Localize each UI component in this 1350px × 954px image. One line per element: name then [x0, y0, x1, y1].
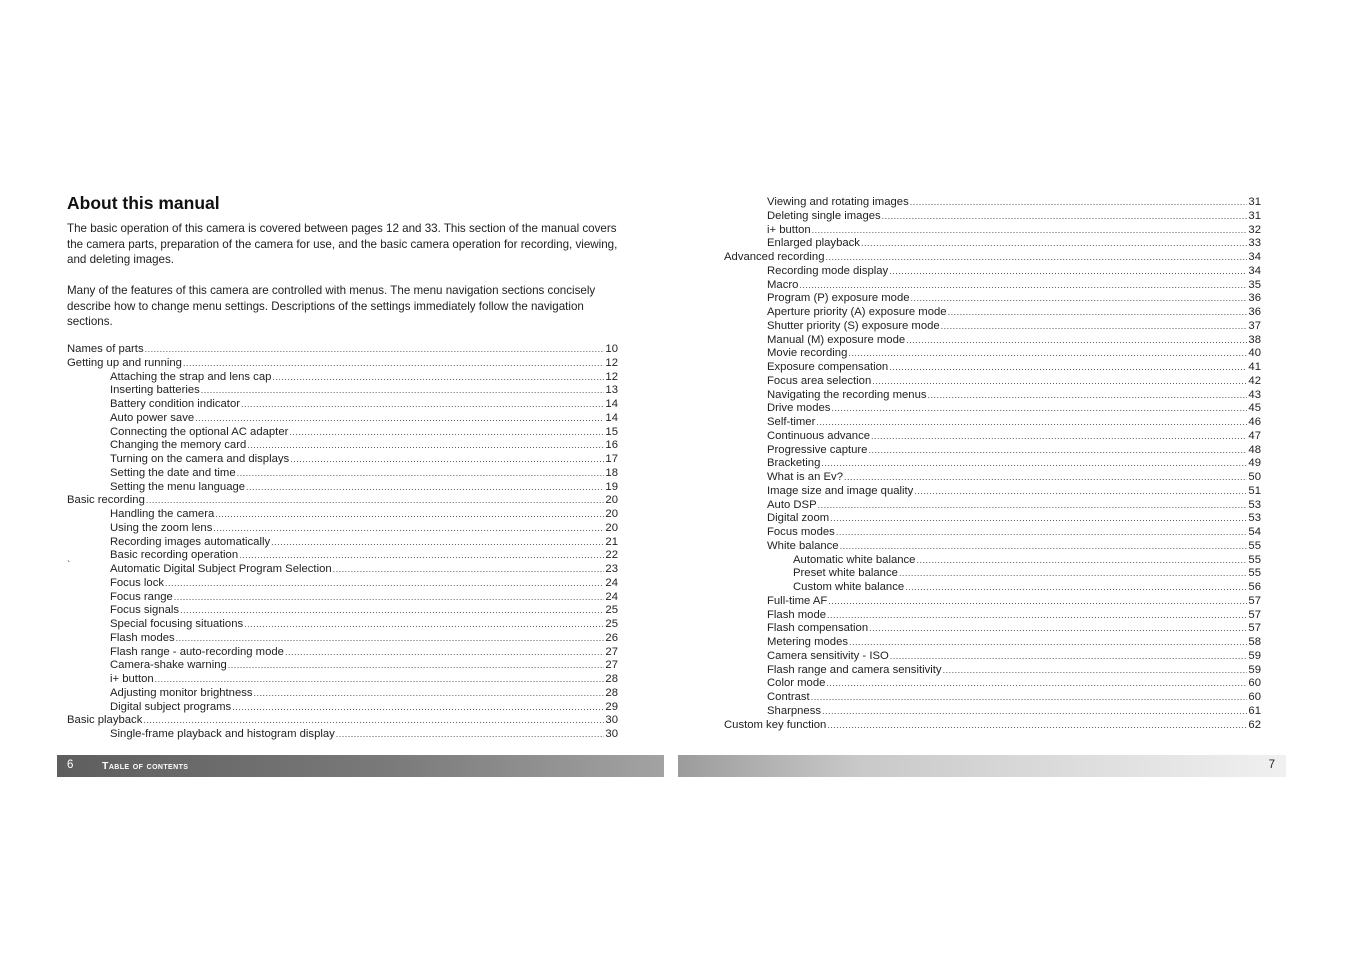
toc-entry: [724, 677, 1261, 691]
toc-leader-dots: [237, 467, 605, 481]
toc-leader-dots: [215, 508, 604, 522]
toc-leader-dots: [289, 426, 604, 440]
toc-entry-title: White balance: [767, 539, 839, 552]
toc-entry: [724, 430, 1261, 444]
toc-leader-dots: [828, 595, 1247, 609]
toc-leader-dots: [821, 457, 1247, 471]
toc-leader-dots: [827, 719, 1247, 733]
toc-entry-page: 45: [1248, 402, 1261, 415]
toc-entry-page: 60: [1248, 677, 1261, 690]
toc-entry-page: 46: [1248, 416, 1261, 428]
toc-entry-page: 40: [1248, 347, 1261, 360]
toc-leader-dots: [889, 265, 1247, 279]
toc-entry-page: 42: [1248, 374, 1261, 387]
toc-entry-page: 24: [605, 576, 618, 589]
toc-entry-title: Digital zoom: [767, 512, 830, 525]
toc-entry-page: 55: [1248, 539, 1261, 552]
toc-entry: [724, 499, 1261, 513]
toc-entry-page: 36: [1248, 292, 1261, 305]
toc-entry-page: 29: [605, 700, 618, 713]
toc-entry-title: Focus area selection: [767, 374, 872, 387]
toc-entry-page: 16: [605, 439, 618, 452]
toc-entry-page: 38: [1248, 333, 1261, 346]
toc-entry-page: 12: [605, 356, 618, 369]
toc-entry-page: 31: [1248, 209, 1261, 222]
toc-leader-dots: [146, 494, 605, 508]
toc-leader-dots: [916, 554, 1247, 568]
toc-entry: [724, 444, 1261, 458]
toc-entry: [724, 375, 1261, 389]
toc-entry-title: Digital subject programs: [110, 700, 232, 713]
toc-entry-title: Custom white balance: [793, 581, 905, 593]
toc-leader-dots: [840, 540, 1248, 554]
toc-entry-title: Basic recording operation: [110, 549, 239, 562]
toc-entry-title: Focus modes: [767, 526, 835, 538]
toc-entry-title: Exposure compensation: [767, 361, 889, 373]
toc-entry-title: Full-time AF: [767, 594, 828, 607]
toc-entry-page: 12: [605, 370, 618, 383]
page-number-left: 6: [67, 759, 74, 771]
toc-entry-page: 20: [605, 494, 618, 507]
toc-entry-page: 14: [605, 398, 618, 410]
toc-leader-dots: [941, 320, 1248, 334]
toc-entry: [724, 210, 1261, 224]
toc-entry-page: 18: [605, 466, 618, 479]
toc-entry-page: 43: [1248, 388, 1261, 401]
toc-leader-dots: [822, 705, 1247, 719]
toc-entry: [724, 347, 1261, 361]
toc-leader-dots: [244, 618, 604, 632]
toc-entry: [67, 439, 618, 453]
toc-entry-page: 10: [605, 343, 618, 355]
toc-entry: [67, 536, 618, 550]
toc-entry: [67, 632, 618, 646]
toc-entry-page: 25: [605, 618, 618, 630]
toc-entry-page: 33: [1248, 237, 1261, 250]
toc-entry-page: 13: [605, 384, 618, 397]
toc-leader-dots: [239, 549, 604, 563]
toc-entry-page: 25: [605, 604, 618, 617]
toc-entry-title: Program (P) exposure mode: [767, 292, 910, 305]
toc-entry-page: 53: [1248, 512, 1261, 525]
toc-entry-title: Image size and image quality: [767, 484, 914, 497]
toc-leader-dots: [247, 439, 604, 453]
toc-list-left: [67, 343, 618, 742]
toc-entry-page: 60: [1248, 691, 1261, 703]
toc-entry-page: 27: [605, 659, 618, 672]
toc-entry-title: Continuous advance: [767, 429, 871, 442]
toc-entry-title: Macro: [767, 278, 799, 291]
toc-entry-page: 34: [1248, 264, 1261, 277]
toc-leader-dots: [825, 251, 1247, 265]
toc-entry: [724, 526, 1261, 540]
toc-leader-dots: [290, 453, 604, 467]
toc-leader-dots: [180, 604, 604, 618]
toc-entry: [67, 563, 618, 577]
toc-entry-title: Handling the camera: [110, 508, 215, 520]
page-title: About this manual: [67, 193, 220, 213]
toc-entry-title: Flash compensation: [767, 622, 869, 635]
toc-leader-dots: [861, 237, 1247, 251]
toc-entry-title: Setting the date and time: [110, 466, 236, 479]
toc-leader-dots: [836, 526, 1248, 540]
toc-entry-page: 28: [605, 673, 618, 685]
toc-leader-dots: [905, 581, 1247, 595]
toc-leader-dots: [155, 673, 605, 687]
toc-leader-dots: [844, 471, 1247, 485]
toc-entry: [67, 508, 618, 522]
toc-leader-dots: [336, 728, 605, 742]
toc-entry: [67, 646, 618, 660]
toc-leader-dots: [826, 677, 1247, 691]
toc-entry-page: 20: [605, 508, 618, 520]
toc-entry: [67, 604, 618, 618]
toc-entry: [67, 371, 618, 385]
toc-entry: [67, 398, 618, 412]
toc-entry-page: 28: [605, 686, 618, 699]
toc-entry-page: 32: [1248, 223, 1261, 236]
toc-entry-page: 55: [1248, 553, 1261, 566]
toc-entry-page: 58: [1248, 636, 1261, 648]
toc-entry-page: 20: [605, 521, 618, 534]
toc-entry-page: 21: [605, 535, 618, 548]
toc-entry: [67, 659, 618, 673]
toc-leader-dots: [174, 591, 605, 605]
toc-entry-title: Using the zoom lens: [110, 521, 213, 534]
section-label: Table of contents: [102, 760, 189, 772]
toc-entry-title: Setting the menu language: [110, 480, 246, 493]
toc-entry: [724, 306, 1261, 320]
toc-entry-page: 48: [1248, 443, 1261, 456]
toc-leader-dots: [882, 210, 1248, 224]
footer-bar-right: [678, 755, 1286, 777]
toc-entry: [724, 567, 1261, 581]
toc-entry-title: Color mode: [767, 677, 826, 690]
toc-entry-title: Movie recording: [767, 347, 848, 360]
toc-entry-title: Flash range and camera sensitivity: [767, 663, 942, 676]
toc-entry-title: Navigating the recording menus: [767, 388, 927, 401]
toc-entry-page: 49: [1248, 457, 1261, 470]
toc-leader-dots: [827, 609, 1247, 623]
toc-entry: [67, 577, 618, 591]
toc-entry-page: 57: [1248, 608, 1261, 621]
toc-entry-title: Battery condition indicator: [110, 398, 240, 410]
toc-entry-page: 51: [1248, 484, 1261, 497]
toc-entry: [724, 402, 1261, 416]
toc-entry-page: 55: [1248, 567, 1261, 580]
toc-entry-title: Focus signals: [110, 604, 180, 617]
toc-entry-title: Names of parts: [67, 343, 144, 355]
toc-entry-title: Auto power save: [110, 411, 195, 424]
toc-entry-page: 36: [1248, 306, 1261, 318]
toc-entry-title: Special focusing situations: [110, 618, 244, 630]
toc-entry-title: Getting up and running: [67, 356, 182, 369]
toc-leader-dots: [272, 371, 604, 385]
toc-entry: [724, 292, 1261, 306]
toc-entry-title: Aperture priority (A) exposure mode: [767, 306, 947, 318]
toc-entry-title: Camera sensitivity - ISO: [767, 649, 889, 662]
toc-entry-title: Automatic white balance: [793, 553, 916, 566]
toc-entry-title: Camera-shake warning: [110, 659, 227, 672]
toc-entry-title: i+ button: [767, 223, 811, 236]
toc-entry: [724, 265, 1261, 279]
toc-leader-dots: [889, 361, 1247, 375]
toc-entry-page: 57: [1248, 622, 1261, 635]
toc-entry-title: Single-frame playback and histogram display: [110, 728, 335, 740]
toc-entry-title: Contrast: [767, 691, 810, 703]
toc-entry-page: 53: [1248, 498, 1261, 511]
toc-entry: [724, 512, 1261, 526]
toc-entry-title: Flash range - auto-recording mode: [110, 645, 284, 658]
toc-entry-title: What is an Ev?: [767, 471, 843, 483]
toc-entry: [67, 549, 618, 563]
toc-leader-dots: [812, 224, 1248, 238]
toc-entry-page: 54: [1248, 526, 1261, 538]
toc-entry-page: 30: [605, 728, 618, 740]
toc-list-right: [724, 196, 1261, 732]
menus-paragraph: Many of the features of this camera are controlled with menus. The menu navigation sections concisely describe how to change menu settings. Descriptions of the settings immediately follow the navigation sections.: [67, 284, 596, 328]
toc-leader-dots: [145, 343, 605, 357]
toc-entry-page: 62: [1248, 718, 1261, 731]
toc-entry: [67, 701, 618, 715]
toc-entry: [724, 237, 1261, 251]
toc-entry: [67, 591, 618, 605]
toc-entry-title: Flash mode: [767, 608, 827, 621]
toc-leader-dots: [285, 646, 604, 660]
toc-entry: [724, 664, 1261, 678]
toc-entry: [67, 453, 618, 467]
toc-leader-dots: [183, 357, 604, 371]
toc-leader-dots: [831, 402, 1247, 416]
toc-entry: [724, 554, 1261, 568]
toc-entry-title: Flash modes: [110, 631, 175, 644]
toc-entry-page: 17: [605, 453, 618, 465]
toc-entry: [67, 494, 618, 508]
toc-entry-title: Manual (M) exposure mode: [767, 333, 906, 346]
toc-entry: [67, 714, 618, 728]
toc-leader-dots: [943, 664, 1248, 678]
toc-entry-title: Bracketing: [767, 457, 821, 470]
toc-entry: [67, 728, 618, 742]
toc-entry-title: Automatic Digital Subject Program Selection: [110, 563, 332, 575]
toc-leader-dots: [910, 196, 1248, 210]
toc-entry: [67, 384, 618, 398]
toc-entry-page: 19: [605, 480, 618, 493]
toc-leader-dots: [246, 481, 604, 495]
toc-leader-dots: [143, 714, 604, 728]
page-number-right: 7: [1268, 759, 1275, 771]
toc-entry-page: 30: [605, 714, 618, 727]
toc-entry: [724, 471, 1261, 485]
toc-entry: [724, 334, 1261, 348]
toc-entry-title: Advanced recording: [724, 251, 825, 263]
toc-leader-dots: [906, 334, 1247, 348]
stray-mark: `: [67, 560, 71, 571]
toc-entry: [724, 595, 1261, 609]
toc-leader-dots: [830, 512, 1247, 526]
toc-entry-page: 41: [1248, 361, 1261, 373]
toc-entry-title: Attaching the strap and lens cap: [110, 370, 272, 383]
right-page: [675, 0, 1350, 954]
toc-entry: [724, 485, 1261, 499]
toc-leader-dots: [948, 306, 1248, 320]
toc-entry-page: 23: [605, 563, 618, 575]
toc-entry-page: 61: [1248, 704, 1261, 717]
toc-leader-dots: [818, 499, 1248, 513]
toc-entry: [724, 719, 1261, 733]
toc-leader-dots: [872, 375, 1247, 389]
toc-leader-dots: [271, 536, 604, 550]
toc-leader-dots: [232, 701, 604, 715]
toc-leader-dots: [849, 636, 1247, 650]
toc-entry-page: 14: [605, 411, 618, 424]
toc-entry-title: Basic playback: [67, 714, 143, 727]
toc-entry-title: Auto DSP: [767, 498, 817, 511]
toc-entry-title: Turning on the camera and displays: [110, 453, 290, 465]
toc-entry: [724, 224, 1261, 238]
toc-entry-page: 35: [1248, 278, 1261, 291]
toc-entry: [724, 279, 1261, 293]
toc-leader-dots: [241, 398, 604, 412]
toc-entry-page: 24: [605, 590, 618, 603]
toc-entry-title: Connecting the optional AC adapter: [110, 425, 289, 438]
toc-entry-title: Changing the memory card: [110, 439, 247, 452]
toc-leader-dots: [213, 522, 604, 536]
toc-entry-title: Focus lock: [110, 576, 164, 589]
toc-entry: [724, 705, 1261, 719]
toc-entry: [724, 691, 1261, 705]
toc-entry-page: 27: [605, 645, 618, 658]
toc-leader-dots: [254, 687, 605, 701]
toc-entry-title: Progressive capture: [767, 443, 868, 456]
toc-entry: [724, 251, 1261, 265]
toc-entry-page: 15: [605, 425, 618, 438]
toc-entry: [67, 673, 618, 687]
toc-leader-dots: [811, 691, 1248, 705]
toc-entry: [724, 457, 1261, 471]
toc-leader-dots: [228, 659, 605, 673]
toc-leader-dots: [928, 389, 1248, 403]
toc-entry: [724, 650, 1261, 664]
toc-entry: [67, 618, 618, 632]
toc-entry-title: Preset white balance: [793, 567, 898, 580]
toc-leader-dots: [176, 632, 605, 646]
toc-entry: [724, 609, 1261, 623]
toc-entry-page: 59: [1248, 649, 1261, 662]
toc-entry-page: 59: [1248, 663, 1261, 676]
toc-entry-title: Sharpness: [767, 704, 822, 717]
footer-bar-left: [57, 755, 664, 777]
toc-entry: [724, 196, 1261, 210]
toc-leader-dots: [165, 577, 604, 591]
intro-paragraph: The basic operation of this camera is covered between pages 12 and 33. This section of the manual covers the camera parts, preparation of the camera for use, and the basic camera operation for recording, viewing, and deleting images.: [67, 222, 618, 266]
toc-leader-dots: [195, 412, 604, 426]
toc-entry-page: 31: [1248, 196, 1261, 208]
toc-entry-title: Self-timer: [767, 416, 816, 428]
toc-entry-title: Focus range: [110, 590, 173, 603]
toc-leader-dots: [816, 416, 1247, 430]
toc-entry-title: i+ button: [110, 673, 154, 685]
toc-entry-page: 22: [605, 549, 618, 562]
toc-entry: [724, 622, 1261, 636]
toc-entry-title: Enlarged playback: [767, 237, 860, 250]
toc-entry-title: Drive modes: [767, 402, 831, 415]
toc-entry-page: 50: [1248, 471, 1261, 483]
toc-entry-page: 57: [1248, 594, 1261, 607]
toc-entry: [67, 426, 618, 440]
toc-entry-title: Basic recording: [67, 494, 145, 507]
toc-leader-dots: [914, 485, 1247, 499]
toc-entry-title: Recording images automatically: [110, 535, 271, 548]
toc-entry-title: Metering modes: [767, 636, 848, 648]
toc-entry-title: Adjusting monitor brightness: [110, 686, 253, 699]
toc-entry: [67, 687, 618, 701]
toc-entry-page: 56: [1248, 581, 1261, 593]
toc-leader-dots: [899, 567, 1248, 581]
toc-entry-page: 26: [605, 631, 618, 644]
toc-leader-dots: [911, 292, 1248, 306]
toc-entry: [724, 416, 1261, 430]
toc-entry: [67, 467, 618, 481]
toc-leader-dots: [868, 444, 1247, 458]
toc-entry-page: 37: [1248, 319, 1261, 332]
toc-leader-dots: [871, 430, 1247, 444]
toc-leader-dots: [869, 622, 1247, 636]
toc-entry: [67, 522, 618, 536]
toc-entry: [67, 357, 618, 371]
toc-entry-title: Custom key function: [724, 718, 827, 731]
toc-entry-page: 34: [1248, 251, 1261, 263]
toc-entry-title: Deleting single images: [767, 209, 881, 222]
toc-entry: [724, 361, 1261, 375]
toc-leader-dots: [333, 563, 605, 577]
toc-leader-dots: [799, 279, 1247, 293]
toc-entry: [724, 389, 1261, 403]
toc-entry-title: Recording mode display: [767, 264, 889, 277]
toc-entry: [724, 540, 1261, 554]
toc-entry: [67, 481, 618, 495]
toc-leader-dots: [890, 650, 1248, 664]
toc-leader-dots: [201, 384, 605, 398]
toc-entry: [724, 581, 1261, 595]
toc-entry-title: Viewing and rotating images: [767, 196, 909, 208]
toc-entry: [67, 412, 618, 426]
toc-entry-title: Inserting batteries: [110, 384, 200, 397]
toc-entry: [67, 343, 618, 357]
toc-entry: [724, 636, 1261, 650]
toc-entry-title: Shutter priority (S) exposure mode: [767, 319, 940, 332]
toc-entry: [724, 320, 1261, 334]
toc-leader-dots: [848, 347, 1247, 361]
toc-entry-page: 47: [1248, 429, 1261, 442]
